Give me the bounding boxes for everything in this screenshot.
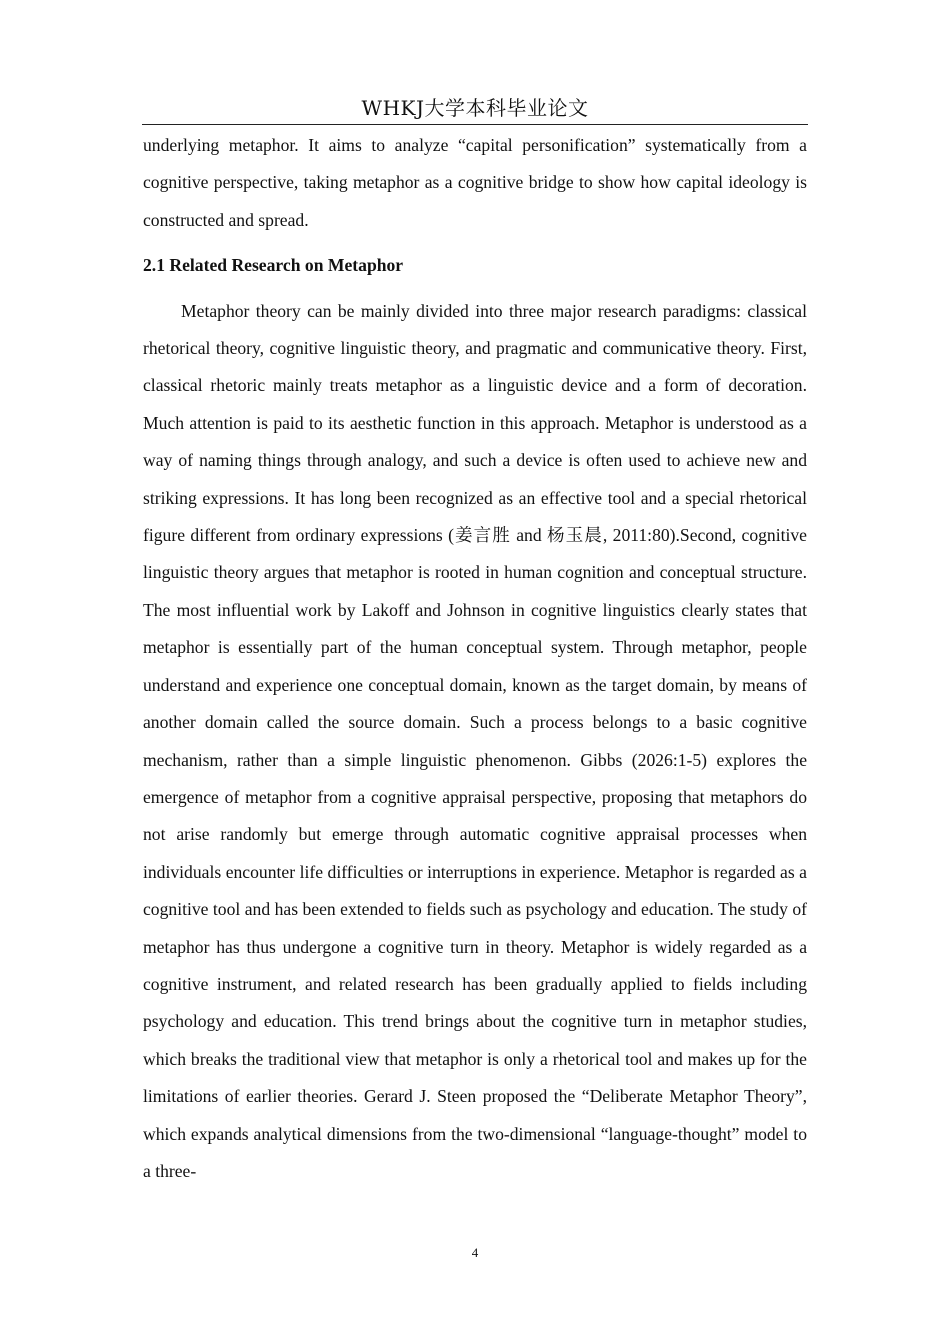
body-text (143, 127, 807, 1190)
paragraph-metaphor-theory: Metaphor theory can be mainly divided into three major research paradigms: classical rhetorical theory, cognitive linguistic theory, and pragmatic and communicative theory. First, classical rhetoric mainly treats metaphor as a linguistic device and a form of decoration. Much attention is paid to its aesthetic function in this approach. Metaphor is understood as a way of naming things through analogy, and such a device is often used to achieve new and striking expressions. It has long been recognized as an effective tool and a special rhetorical figure different from ordinary expressions (姜言胜 and 杨玉晨, 2011:80).Second, cognitive linguistic theory argues that metaphor is rooted in human cognition and conceptual structure. The most influential work by Lakoff and Johnson in cognitive linguistics clearly states that metaphor is essentially part of the human conceptual system. Through metaphor, people understand and experience one conceptual domain, known as the target domain, by means of another domain called the source domain. Such a process belongs to a basic cognitive mechanism, rather than a simple linguistic phenomenon. Gibbs (2026:1-5) explores the emergence of metaphor from a cognitive appraisal perspective, proposing that metaphors do not arise randomly but emerge through automatic cognitive appraisal processes when individuals encounter life difficulties or interruptions in experience. Metaphor is regarded as a cognitive tool and has been extended to fields such as psychology and education. The study of metaphor has thus undergone a cognitive turn in theory. Metaphor is widely regarded as a cognitive instrument, and related research has been gradually applied to fields including psychology and education. This trend brings about the cognitive turn in metaphor studies, which breaks the traditional view that metaphor is only a rhetorical tool and makes up for the limitations of earlier theories. Gerard J. Steen proposed the “Deliberate Metaphor Theory”, which expands analytical dimensions from the two-dimensional “language-thought” model to a three- (143, 300, 807, 1181)
section-heading: 2.1 Related Research on Metaphor (143, 255, 404, 276)
running-header: WHKJ大学本科毕业论文 (361, 96, 589, 120)
header-rule (142, 124, 808, 125)
paragraph-continuation: underlying metaphor. It aims to analyze “capital personification” systematically from a cognitive perspective, taking metaphor as a cognitive bridge to show how capital ideology is constructed and spread. (143, 135, 807, 230)
page-number: 4 (471, 1245, 479, 1260)
